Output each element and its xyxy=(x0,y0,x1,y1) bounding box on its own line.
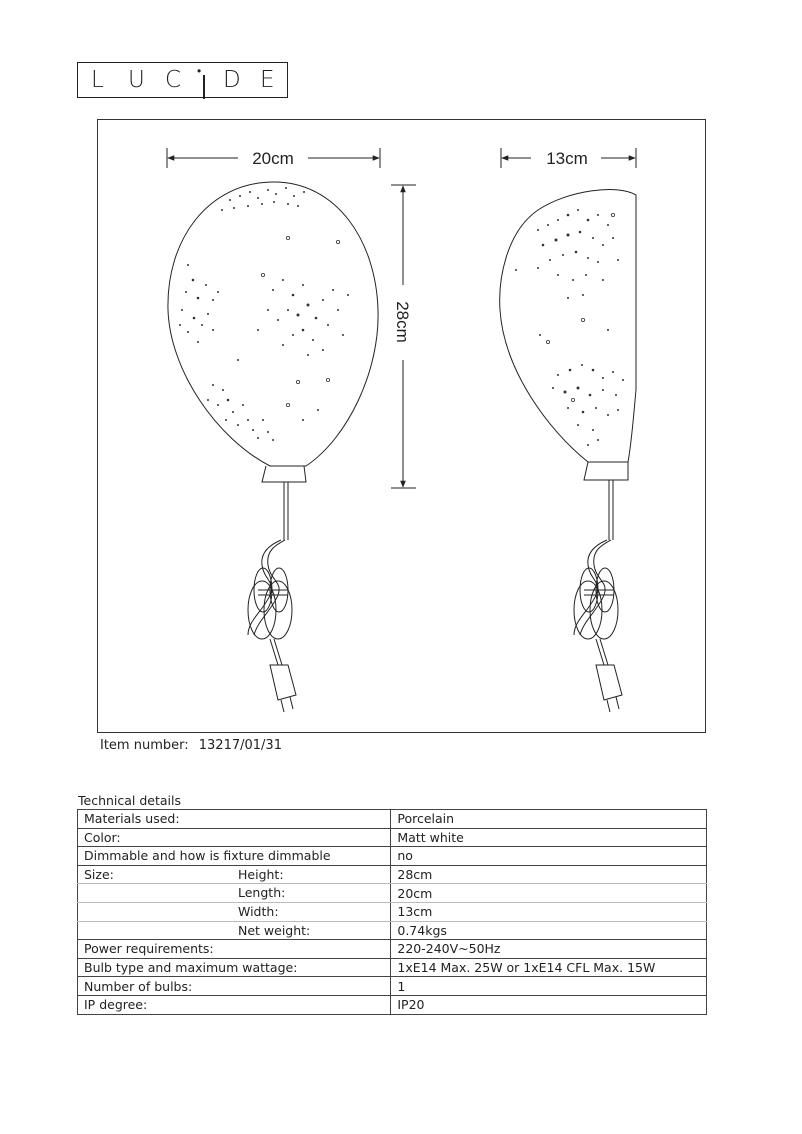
front-height-dimension xyxy=(391,185,416,488)
row-label: Number of bulbs: xyxy=(78,977,391,996)
row-value: Porcelain xyxy=(391,810,707,829)
row-label: Color: xyxy=(78,828,391,847)
item-number xyxy=(100,738,282,753)
row-sublabel: Height: xyxy=(238,866,284,882)
row-sublabel: Width: xyxy=(238,903,279,919)
row-label-cell xyxy=(78,884,391,903)
front-view-dots xyxy=(179,187,349,441)
table-row xyxy=(78,958,707,977)
row-label-cell xyxy=(78,902,391,921)
row-label: Materials used: xyxy=(78,810,391,829)
row-value: no xyxy=(391,847,707,866)
front-width-dimension xyxy=(167,148,380,168)
table-row xyxy=(78,828,707,847)
table-row xyxy=(78,865,707,884)
front-width-label: 20cm xyxy=(252,149,294,168)
table-row xyxy=(78,995,707,1014)
row-value: 28cm xyxy=(391,865,707,884)
row-label: Power requirements: xyxy=(78,940,391,959)
logo-divider xyxy=(203,75,205,99)
table-row xyxy=(78,921,707,940)
side-view-dots xyxy=(515,209,624,446)
row-label: Dimmable and how is fixture dimmable xyxy=(78,847,391,866)
technical-drawing xyxy=(97,119,706,733)
side-view-balloon xyxy=(500,190,636,712)
table-row xyxy=(78,884,707,903)
brand-logo xyxy=(77,62,288,98)
row-value: 220-240V~50Hz xyxy=(391,940,707,959)
table-row xyxy=(78,940,707,959)
drawing-svg xyxy=(98,120,707,734)
front-view-balloon xyxy=(168,182,378,712)
row-sublabel: Length: xyxy=(238,885,286,901)
logo-letter-e: E xyxy=(260,67,275,93)
row-value: IP20 xyxy=(391,995,707,1014)
item-number-value: 13217/01/31 xyxy=(198,738,282,753)
row-value: 1 xyxy=(391,977,707,996)
row-sublabel: Net weight: xyxy=(238,922,311,938)
table-row xyxy=(78,977,707,996)
row-label: Size: xyxy=(84,867,114,883)
logo-letter-d: D xyxy=(223,67,241,93)
table-row xyxy=(78,847,707,866)
table-row xyxy=(78,902,707,921)
row-value: 1xE14 Max. 25W or 1xE14 CFL Max. 15W xyxy=(391,958,707,977)
technical-details-table xyxy=(77,809,707,1015)
side-width-dimension xyxy=(501,148,636,168)
side-width-label: 13cm xyxy=(546,149,588,168)
table-row xyxy=(78,810,707,829)
row-value: Matt white xyxy=(391,828,707,847)
front-height-label: 28cm xyxy=(393,301,412,343)
row-value: 20cm xyxy=(391,884,707,903)
row-label: Bulb type and maximum wattage: xyxy=(78,958,391,977)
logo-letter-c: C xyxy=(165,67,182,93)
logo-letter-i: • xyxy=(197,64,202,78)
row-label: IP degree: xyxy=(78,995,391,1014)
logo-letter-l: L xyxy=(91,67,104,93)
item-number-label: Item number: xyxy=(100,738,189,753)
row-label-cell xyxy=(78,865,391,884)
technical-details-title: Technical details xyxy=(78,793,182,808)
row-label-cell xyxy=(78,921,391,940)
row-value: 0.74kgs xyxy=(391,921,707,940)
row-value: 13cm xyxy=(391,902,707,921)
logo-letter-u: U xyxy=(128,67,145,93)
